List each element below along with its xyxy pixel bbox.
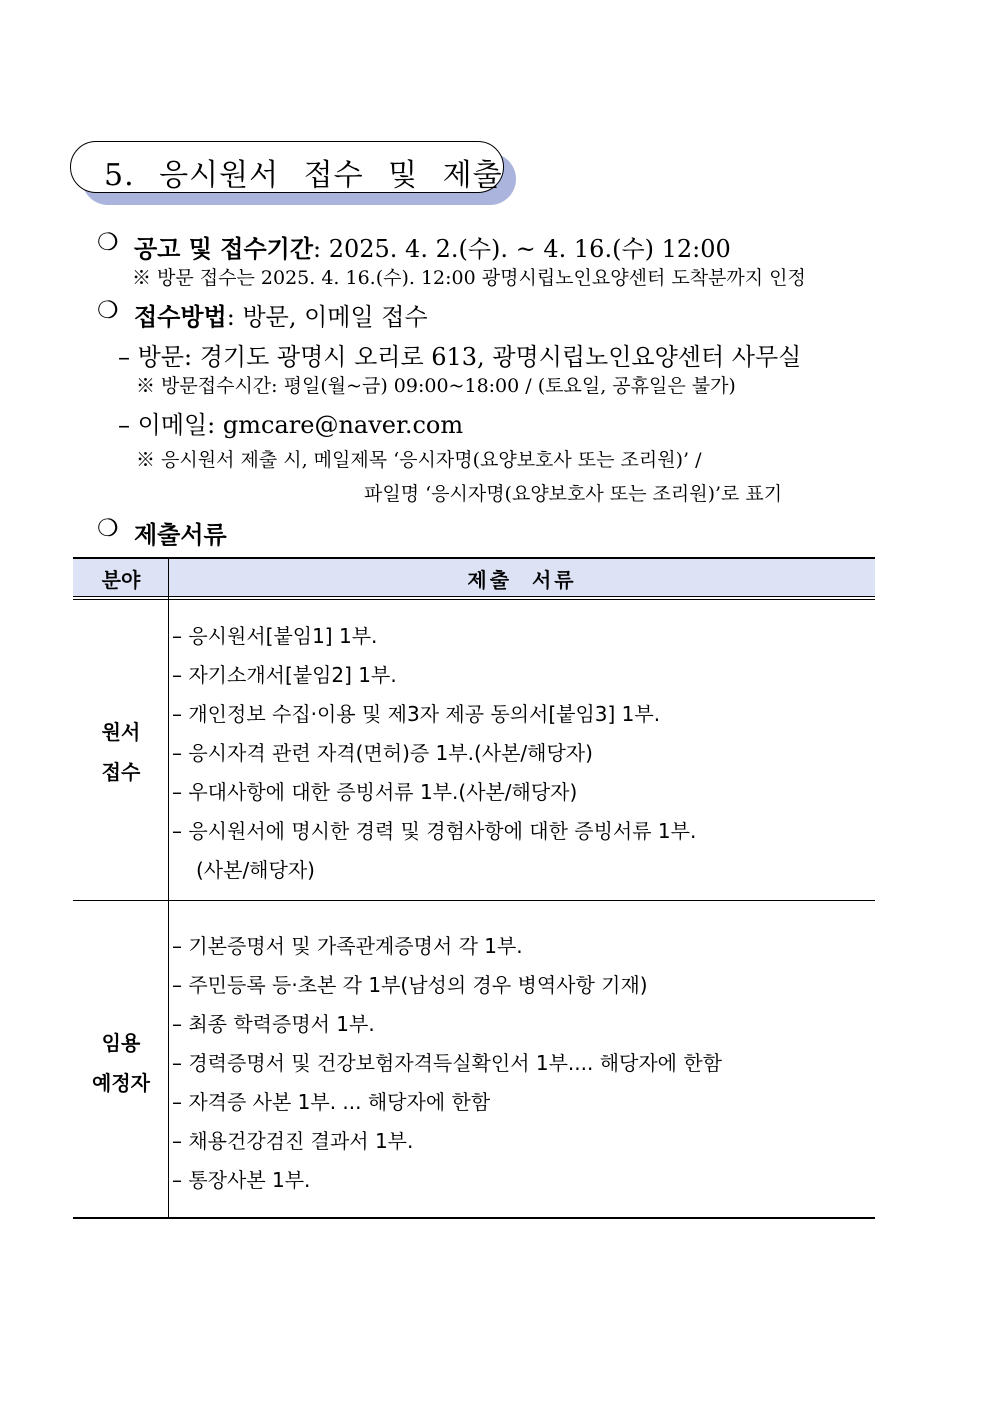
method-label: 접수방법	[134, 302, 227, 331]
period-value: : 2025. 4. 2.(수). ~ 4. 16.(수) 12:00	[313, 235, 731, 263]
period-note: ※ 방문 접수는 2025. 4. 16.(수). 12:00 광명시립노인요양센터 도착분까지 인정	[132, 267, 806, 289]
row2-category-2: 예정자	[92, 1071, 150, 1095]
method-value: : 방문, 이메일 접수	[226, 303, 428, 331]
email-label: – 이메일:	[118, 411, 223, 439]
row1-category-2: 접수	[101, 760, 141, 784]
visit-line: – 방문: 경기도 광명시 오리로 613, 광명시립노인요양센터 사무실	[118, 343, 802, 371]
documents-bullet: ❍	[97, 514, 119, 542]
row-divider	[73, 900, 875, 901]
list-item: – 경력증명서 및 건강보험자격득실확인서 1부.... 해당자에 한함	[172, 1051, 722, 1075]
header-category: 분야	[101, 568, 141, 592]
header-documents: 제출 서류	[467, 568, 577, 592]
list-item: – 자격증 사본 1부. ... 해당자에 한함	[172, 1090, 491, 1114]
table-bottom-border	[73, 1217, 875, 1219]
row2-category-1: 임용	[101, 1031, 141, 1055]
list-item: – 응시자격 관련 자격(면허)증 1부.(사본/해당자)	[172, 741, 593, 765]
method-line	[134, 297, 428, 332]
header-divider-2	[73, 599, 875, 600]
list-item: – 자기소개서[붙임2] 1부.	[172, 663, 397, 687]
section-title: 5. 응시원서 접수 및 제출	[104, 158, 503, 193]
list-item: – 우대사항에 대한 증빙서류 1부.(사본/해당자)	[172, 780, 578, 804]
list-item: – 개인정보 수집·이용 및 제3자 제공 동의서[붙임3] 1부.	[172, 702, 661, 726]
list-item: – 기본증명서 및 가족관계증명서 각 1부.	[172, 934, 523, 958]
list-item: – 채용건강검진 결과서 1부.	[172, 1129, 414, 1153]
method-bullet: ❍	[97, 296, 119, 324]
list-item: – 최종 학력증명서 1부.	[172, 1012, 375, 1036]
documents-label: 제출서류	[134, 520, 227, 549]
column-divider	[168, 557, 169, 1219]
period-label: 공고 및 접수기간	[134, 234, 313, 263]
email-line	[118, 405, 463, 440]
list-item: – 응시원서[붙임1] 1부.	[172, 624, 378, 648]
email-address: gmcare@naver.com	[222, 411, 464, 439]
list-item: – 통장사본 1부.	[172, 1168, 311, 1192]
visit-note: ※ 방문접수시간: 평일(월~금) 09:00~18:00 / (토요일, 공휴일은 불가)	[136, 375, 736, 397]
period-line	[134, 229, 731, 264]
period-bullet: ❍	[97, 228, 119, 256]
header-divider-1	[73, 596, 875, 597]
list-item: – 응시원서에 명시한 경력 및 경험사항에 대한 증빙서류 1부.	[172, 819, 697, 843]
list-item: (사본/해당자)	[196, 858, 315, 882]
email-note-2: 파일명 ‘응시자명(요양보호사 또는 조리원)’로 표기	[364, 483, 783, 505]
row1-category-1: 원서	[101, 720, 141, 744]
email-note-1: ※ 응시원서 제출 시, 메일제목 ‘응시자명(요양보호사 또는 조리원)’ /	[136, 449, 702, 471]
list-item: – 주민등록 등·초본 각 1부(남성의 경우 병역사항 기재)	[172, 973, 648, 997]
